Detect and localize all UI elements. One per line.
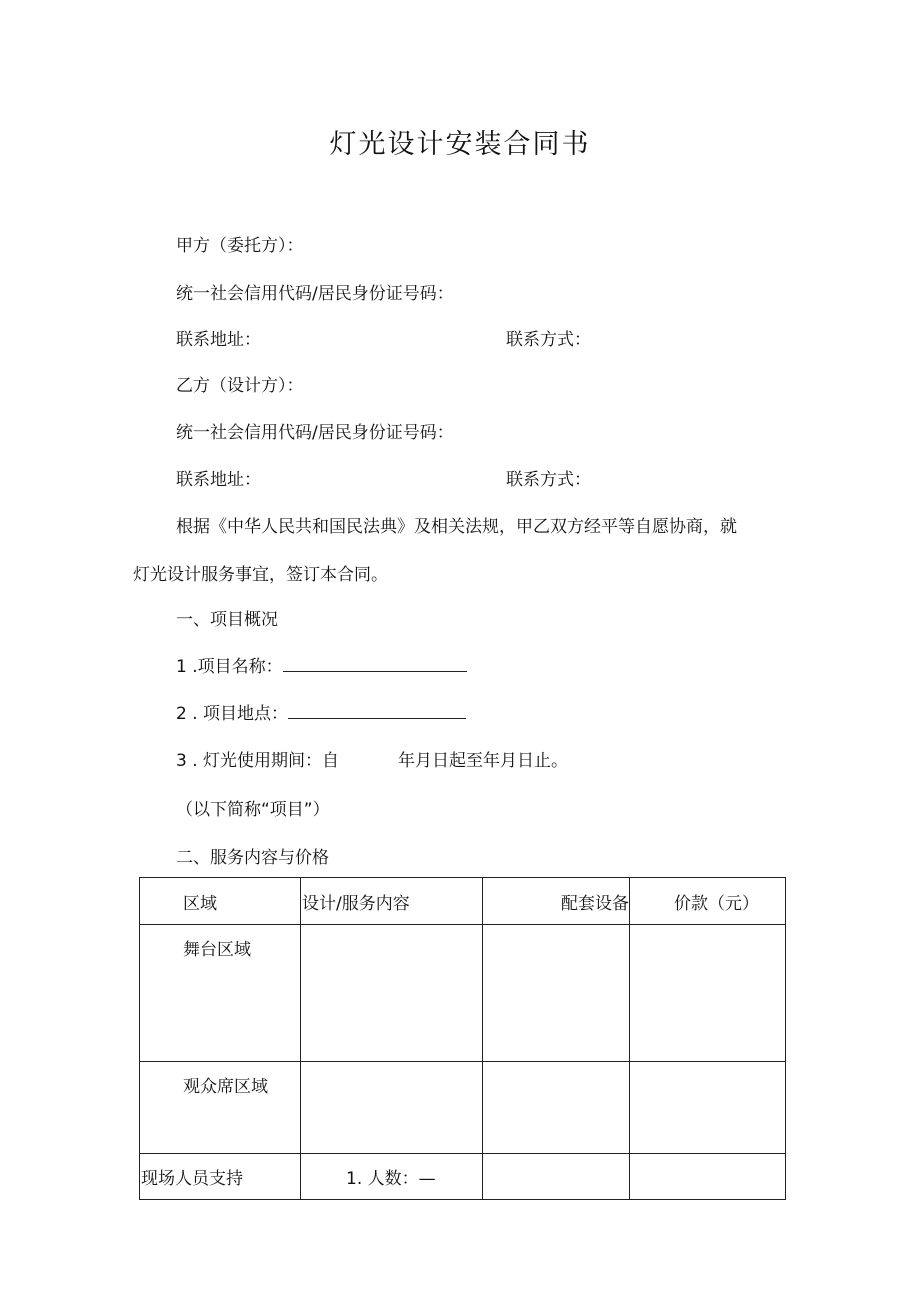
row-equipment-cell[interactable] — [483, 1154, 630, 1200]
usage-period-row — [176, 746, 339, 771]
project-location-label: . 项目地点： — [192, 704, 289, 724]
row-price-cell[interactable] — [630, 1062, 786, 1154]
header-content: 设计/服务内容 — [301, 878, 483, 925]
project-location-blank[interactable] — [288, 700, 466, 719]
row-equipment-cell[interactable] — [483, 925, 630, 1062]
row-content-cell[interactable] — [301, 925, 483, 1062]
party-a-id-label: 统一社会信用代码/居民身份证号码： — [176, 284, 454, 304]
row-area-stage: 舞台区域 — [140, 925, 301, 1062]
party-a-address-label: 联系地址： — [176, 330, 261, 350]
party-b-label: 乙方（设计方）： — [176, 376, 304, 396]
header-area: 区域 — [140, 878, 301, 925]
usage-period-dates: 年月日起至年月日止。 — [398, 751, 568, 771]
party-b-address-label: 联系地址： — [176, 470, 261, 490]
party-b-id-label: 统一社会信用代码/居民身份证号码： — [176, 423, 454, 443]
project-abbrev-note: （以下简称“项目”） — [176, 800, 330, 820]
row-area-staff: 现场人员支持 — [140, 1154, 301, 1200]
project-name-row — [176, 652, 467, 677]
usage-period-label: . 灯光使用期间：自 — [192, 751, 340, 771]
row-price-cell[interactable] — [630, 1154, 786, 1200]
table-row — [140, 1154, 786, 1200]
party-a-contact-label: 联系方式： — [506, 330, 591, 350]
document-title: 灯光设计安装合同书 — [329, 129, 591, 160]
section2-heading: 二、服务内容与价格 — [176, 848, 329, 868]
project-name-number: 1 — [176, 657, 187, 677]
intro-paragraph-line2: 灯光设计服务事宜，签订本合同。 — [133, 565, 388, 585]
row-equipment-cell[interactable] — [483, 1062, 630, 1154]
row-content-staff[interactable]: 1. 人数：— — [301, 1154, 483, 1200]
service-price-table — [139, 877, 786, 1200]
project-name-blank[interactable] — [283, 653, 467, 672]
header-price: 价款（元） — [630, 878, 786, 925]
row-area-audience: 观众席区域 — [140, 1062, 301, 1154]
table-header-row — [140, 878, 786, 925]
table-row — [140, 1062, 786, 1154]
table-row — [140, 925, 786, 1062]
party-b-contact-label: 联系方式： — [506, 470, 591, 490]
project-name-label: .项目名称： — [192, 657, 283, 677]
row-price-cell[interactable] — [630, 925, 786, 1062]
project-location-row — [176, 699, 466, 724]
usage-period-number: 3 — [176, 751, 187, 771]
section1-heading: 一、项目概况 — [176, 610, 278, 630]
row-content-cell[interactable] — [301, 1062, 483, 1154]
intro-paragraph-line1: 根据《中华人民共和国民法典》及相关法规，甲乙双方经平等自愿协商，就 — [176, 517, 737, 537]
party-a-label: 甲方（委托方）： — [176, 236, 304, 256]
project-location-number: 2 — [176, 704, 187, 724]
header-equipment: 配套设备 — [483, 878, 630, 925]
